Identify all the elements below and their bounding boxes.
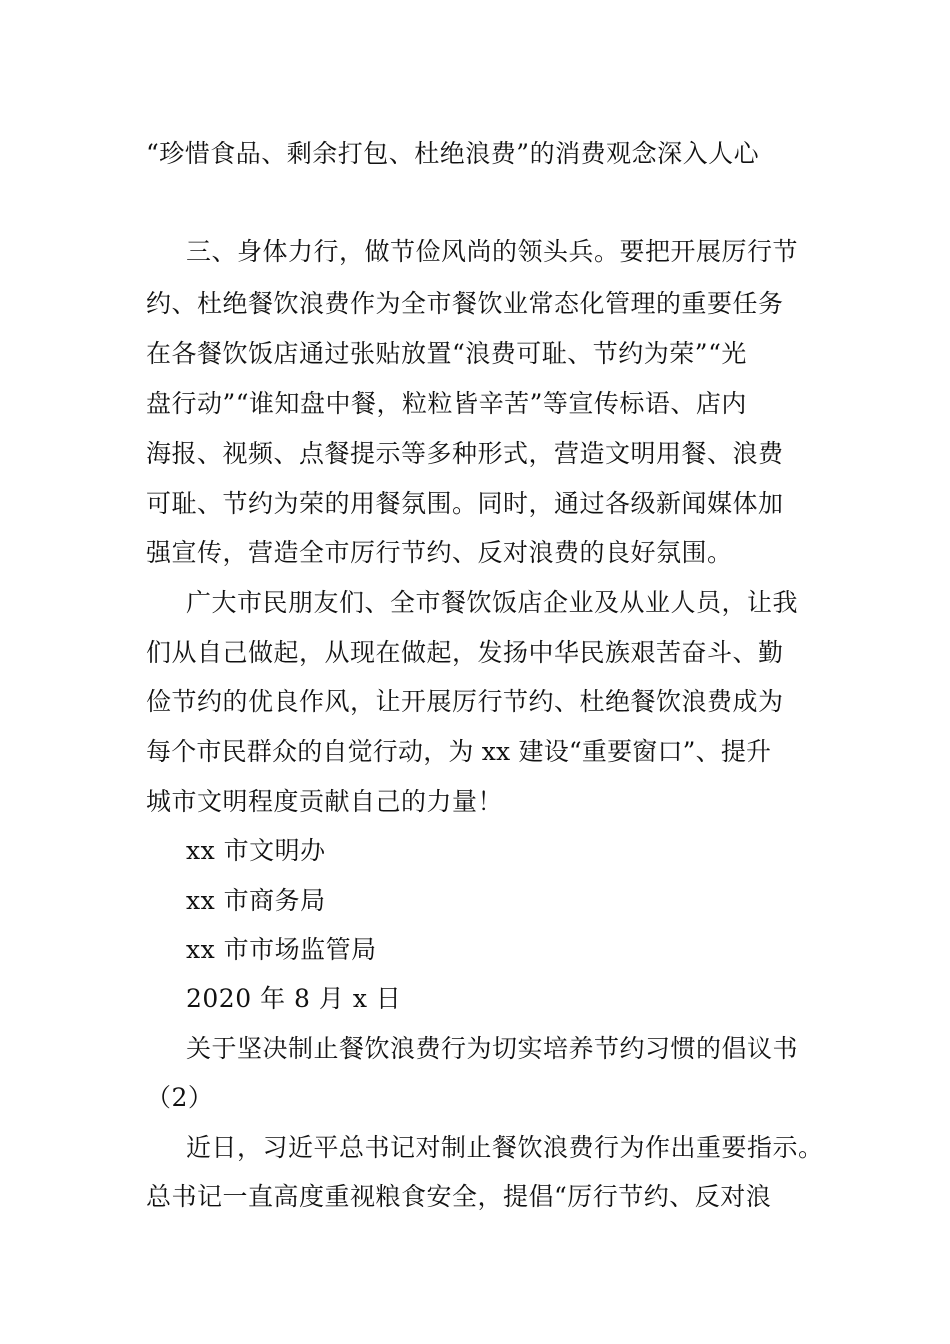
signature-civilization-office: xx 市文明办 [186, 836, 326, 865]
paragraph-line: 们从自己做起，从现在做起，发扬中华民族艰苦奋斗、勤 [146, 638, 784, 667]
paragraph-line: 约、杜绝餐饮浪费作为全市餐饮业常态化管理的重要任务 [146, 289, 784, 318]
section-three-heading-line: 三、身体力行，做节俭风尚的领头兵。要把开展厉行节 [186, 237, 799, 266]
signature-date: 2020 年 8 月 x 日 [186, 984, 402, 1013]
paragraph-line: 城市文明程度贡献自己的力量！ [146, 787, 504, 816]
paragraph-line: 总书记一直高度重视粮食安全，提倡“厉行节约、反对浪 [146, 1182, 772, 1211]
paragraph-line: 可耻、节约为荣的用餐氛围。同时，通过各级新闻媒体加 [146, 489, 784, 518]
document-title-number: （2） [146, 1083, 214, 1112]
signature-market-regulation-bureau: xx 市市场监管局 [186, 935, 377, 964]
paragraph-line-intro-tail: “珍惜食品、剩余打包、杜绝浪费”的消费观念深入人心 [146, 139, 760, 168]
paragraph-line: 强宣传，营造全市厉行节约、反对浪费的良好氛围。 [146, 538, 733, 567]
paragraph-line: 海报、视频、点餐提示等多种形式，营造文明用餐、浪费 [146, 439, 784, 468]
paragraph-line: 近日，习近平总书记对制止餐饮浪费行为作出重要指示。 [186, 1133, 824, 1162]
appeal-paragraph-first-line: 广大市民朋友们、全市餐饮饭店企业及从业人员，让我 [186, 588, 799, 617]
paragraph-line: 每个市民群众的自觉行动，为 xx 建设“重要窗口”、提升 [146, 737, 772, 766]
paragraph-line: 俭节约的优良作风，让开展厉行节约、杜绝餐饮浪费成为 [146, 687, 784, 716]
document-title-line: 关于坚决制止餐饮浪费行为切实培养节约习惯的倡议书 [186, 1034, 799, 1063]
signature-commerce-bureau: xx 市商务局 [186, 886, 326, 915]
paragraph-line: 盘行动”“谁知盘中餐，粒粒皆辛苦”等宣传标语、店内 [146, 389, 747, 418]
paragraph-line: 在各餐饮饭店通过张贴放置“浪费可耻、节约为荣”“光 [146, 339, 747, 368]
